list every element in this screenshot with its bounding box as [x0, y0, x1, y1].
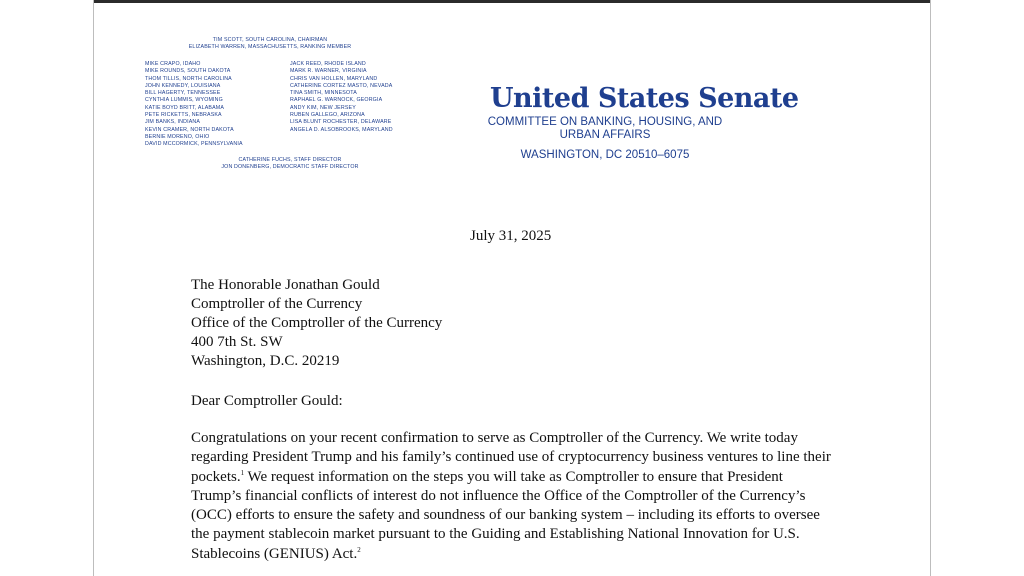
member-name: CHRIS VAN HOLLEN, MARYLAND	[290, 75, 378, 82]
committee-name-line: URBAN AFFAIRS	[559, 129, 651, 141]
committee-address: WASHINGTON, DC 20510–6075	[520, 149, 690, 161]
senate-wordmark: United States Senate	[490, 83, 799, 114]
chairman-line: TIM SCOTT, SOUTH CAROLINA, CHAIRMAN	[212, 37, 328, 43]
staff-director-line: CATHERINE FUCHS, STAFF DIRECTOR	[238, 157, 342, 163]
footnote-marker[interactable]: 2	[357, 545, 361, 554]
member-name: LISA BLUNT ROCHESTER, DELAWARE	[290, 119, 392, 126]
recipient-address-block	[191, 276, 442, 371]
body-text: We request information on the steps you will take as Comptroller to ensure that President Trump’s financial conflicts of interest do not influence the Office of the Comptroller of the Currency’s (OCC) efforts to ensure the safety and soundness of our banking system – including its efforts to oversee the payment stablecoin market pursuant to the Guiding and Establishing National Innovation for U.S. Stablecoins (GENIUS) Act.	[191, 468, 820, 562]
member-name: MIKE ROUNDS, SOUTH DAKOTA	[145, 68, 231, 75]
member-name: ANDY KIM, NEW JERSEY	[290, 104, 356, 111]
member-name: MIKE CRAPO, IDAHO	[145, 61, 201, 67]
member-name: ANGELA D. ALSOBROOKS, MARYLAND	[290, 126, 393, 133]
recipient-line: The Honorable Jonathan Gould	[191, 277, 380, 293]
member-name: JACK REED, RHODE ISLAND	[290, 61, 366, 67]
member-name: TINA SMITH, MINNESOTA	[290, 90, 357, 97]
recipient-line: Washington, D.C. 20219	[191, 353, 340, 369]
member-name: MARK R. WARNER, VIRGINIA	[290, 68, 367, 75]
salutation: Dear Comptroller Gould:	[191, 393, 343, 409]
member-name: CATHERINE CORTEZ MASTO, NEVADA	[290, 82, 393, 89]
page-right-edge	[930, 0, 931, 576]
letter-date: July 31, 2025	[470, 228, 552, 244]
staff-directors	[175, 157, 405, 172]
member-name: THOM TILLIS, NORTH CAROLINA	[145, 75, 232, 82]
minority-members-list	[290, 61, 393, 134]
member-name: CYNTHIA LUMMIS, WYOMING	[145, 97, 223, 104]
member-name: RAPHAEL G. WARNOCK, GEORGIA	[290, 97, 383, 104]
democratic-staff-director-line: JON DONENBERG, DEMOCRATIC STAFF DIRECTOR	[221, 164, 359, 171]
recipient-line: Office of the Comptroller of the Currency	[191, 315, 443, 331]
ranking-member-line: ELIZABETH WARREN, MASSACHUSETTS, RANKING MEMBER	[188, 44, 352, 51]
page-left-edge	[93, 0, 94, 576]
body-paragraph	[191, 429, 831, 564]
majority-members-list	[145, 61, 243, 149]
member-name: KATIE BOYD BRITT, ALABAMA	[145, 104, 225, 111]
recipient-line: 400 7th St. SW	[191, 334, 283, 350]
member-name: BILL HAGERTY, TENNESSEE	[145, 90, 221, 97]
footnote-marker[interactable]: 1	[240, 468, 245, 477]
member-name: DAVID MCCORMICK, PENNSYLVANIA	[145, 141, 243, 148]
member-name: JIM BANKS, INDIANA	[145, 119, 201, 126]
committee-name-line: COMMITTEE ON BANKING, HOUSING, AND	[487, 116, 723, 128]
member-name: RUBEN GALLEGO, ARIZONA	[290, 112, 365, 119]
member-name: BERNIE MORENO, OHIO	[145, 133, 210, 140]
member-name: PETE RICKETTS, NEBRASKA	[145, 112, 222, 119]
committee-name	[470, 116, 740, 142]
member-name: JOHN KENNEDY, LOUISIANA	[145, 82, 221, 89]
body-text: Congratulations on your recent confirmation to serve as Comptroller of the Currency. We write today regarding President Trump and his family’s continued use of cryptocurrency business ventures to line their pockets.	[191, 430, 831, 485]
recipient-line: Comptroller of the Currency	[191, 296, 363, 312]
committee-leadership	[150, 37, 390, 52]
page-top-border	[93, 0, 931, 3]
member-name: KEVIN CRAMER, NORTH DAKOTA	[145, 126, 234, 133]
